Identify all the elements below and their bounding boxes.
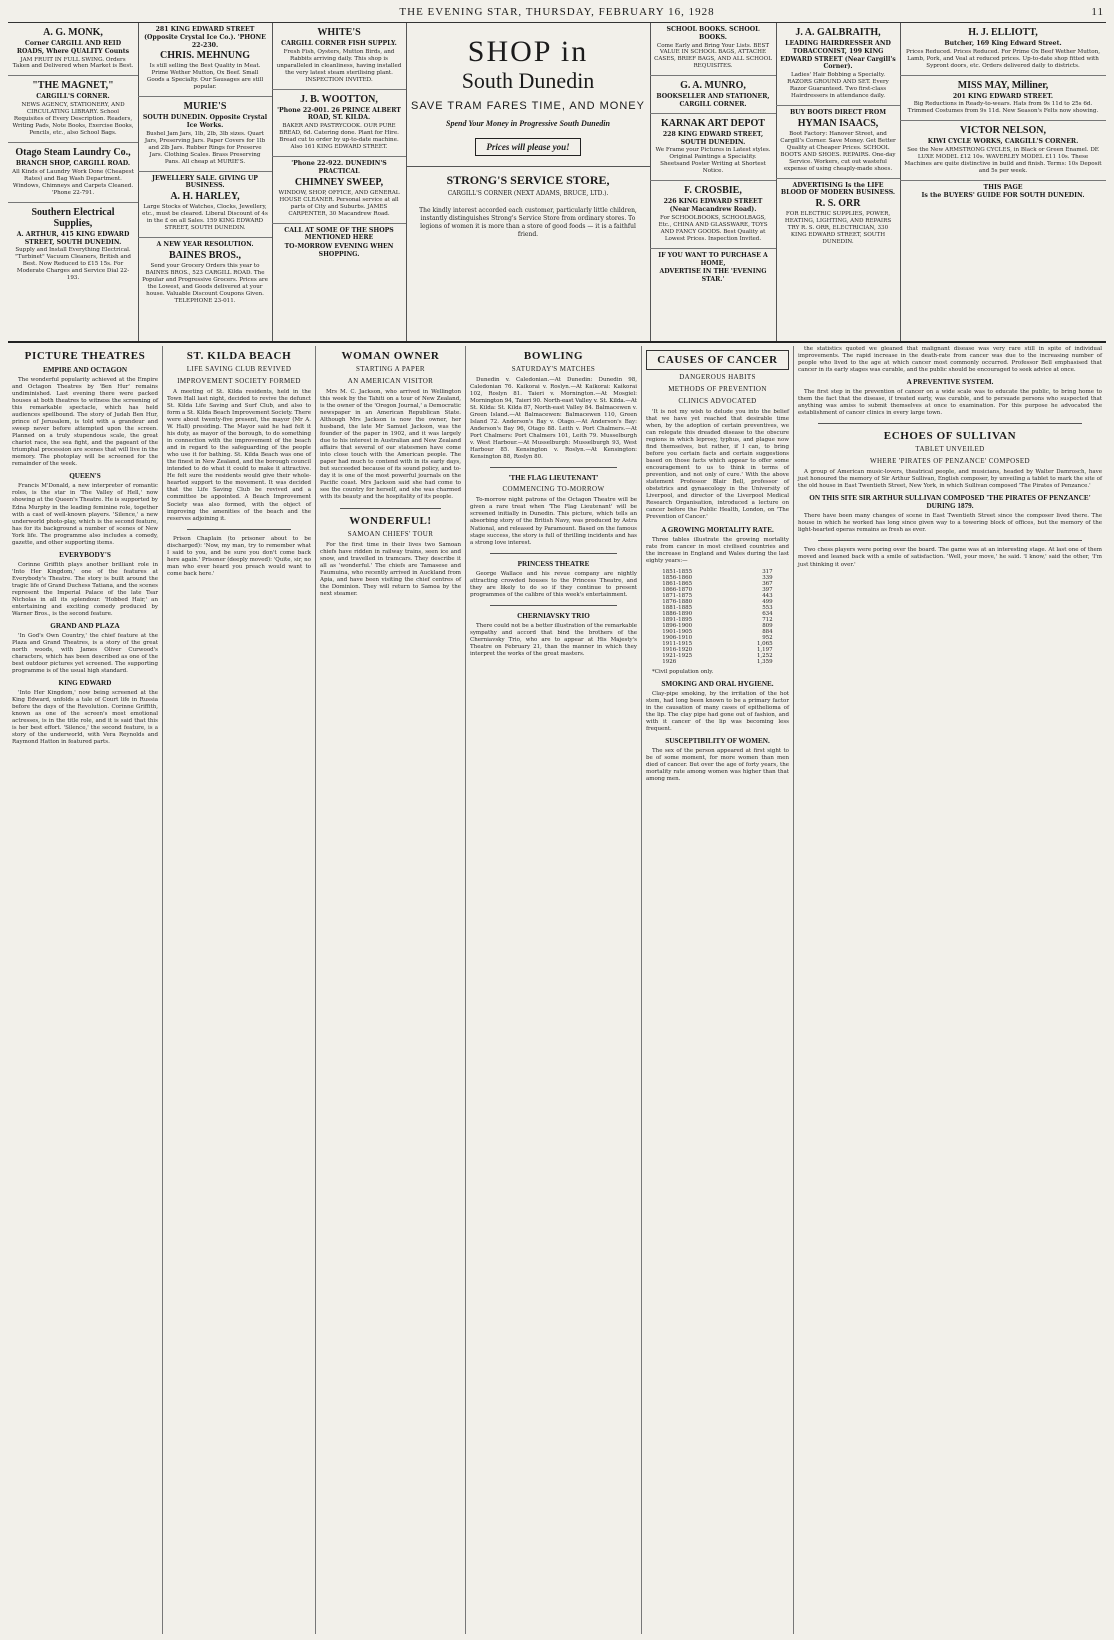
- subheadline-clinics: CLINICS ADVOCATED: [678, 397, 757, 405]
- strongs-subheading: CARGILL'S CORNER (NEXT ADAMS, BRUCE, LTD.).: [447, 190, 609, 198]
- mortality-table: [660, 569, 774, 665]
- article-text: Three tables illustrate the growing mortality rate from cancer in most civilised countries and the increase in England and Wales during the last eighty years:—: [646, 536, 789, 564]
- tablet-inscription: ON THIS SITE SIR ARTHUR SULLIVAN COMPOSED 'THE PIRATES OF PENZANCE' DURING 1879.: [809, 494, 1091, 511]
- headline-cherniavsky-trio: CHERNIAVSKY TRIO: [517, 611, 590, 620]
- banner-shop-in: SHOP in: [467, 35, 589, 68]
- article-text: Dunedin v. Caledonian.—At Dunedin: Dunedin 98, Caledonian 76. Kaikorai v. Roslyn.—At Kaikorai: Kaikorai 102, Roslyn 81. Taieri v. Mornington.—At Mosgiel: Mornington 94, Taieri 90. North-east Valley v. St. Kilda.—At St. Kilda: St. Kilda 87, North-east Valley 84. Balmacewen v. Green Island.—At Balmacewen: Balmacewen 110, Green Island 72. Anderson's Bay v. Otago.—At Anderson's Bay: Anderson's Bay 96, Otago 88. Leith v. Port Chalmers.—At Port Chalmers: Port Chalmers 101, Leith 79. Musselburgh v. West Harbour.—At Musselburgh: Musselburgh 93, West Harbour 85. Kensington v. Roslyn.—At Kensington: Kensington 88, Roslyn 80.: [470, 377, 637, 461]
- ad-magnet: [8, 76, 138, 143]
- ad-munro: [650, 76, 776, 114]
- ad-laundry: [8, 143, 138, 203]
- ad-this-page: [900, 181, 1106, 204]
- banner-place: South Dunedin: [461, 68, 595, 93]
- ad-column-2: [138, 23, 273, 341]
- mortality-rate: 809: [762, 622, 773, 629]
- mortality-rate: 499: [762, 598, 773, 605]
- ad-subheading: CARGILL CORNER FISH SUPPLY.: [281, 40, 397, 47]
- table-note: *Civil population only.: [652, 668, 714, 675]
- ad-subheading: 228 KING EDWARD STREET, SOUTH DUNEDIN.: [662, 130, 764, 146]
- mortality-period: 1911-1915: [662, 640, 693, 647]
- headline-echoes-sullivan: ECHOES OF SULLIVAN: [883, 430, 1017, 443]
- section-grand-plaza: GRAND AND PLAZA: [50, 621, 120, 630]
- mortality-rate: 397: [762, 586, 773, 593]
- article-text: The wonderful popularity achieved at the Empire and Octagon Theatres by 'Ben Hur' remains undiminished. Last evening there were packed houses at both theatres to witness the screening of this remarkable spectacle, which has held audiences spellbound. The story of Judah Ben Hur, prince of Jerusalem, is told with a grandeur and sweep never before attempted upon the screen. Planned on a truly stupendous scale, the great chariot race, the sea fight, and the pageant of the triumphal procession are scenes that will live in the memory. The photoplay will be screened for the remainder of the week.: [12, 377, 158, 468]
- headline-princess-theatre: PRINCESS THEATRE: [517, 559, 590, 568]
- mortality-rate: 884: [762, 628, 773, 635]
- ad-chimney-sweep: [272, 157, 406, 223]
- ad-heading: Otago Steam Laundry Co.,: [15, 147, 131, 159]
- ad-victor-nelson: [900, 121, 1106, 181]
- closing-text: Two chess players were poring over the board. The game was at an interesting stage. At last one of them moved and leaned back with a smile of satisfaction. 'Well, your move,' he said. 'I know,' said the other, 'I'm just thinking it over.': [798, 547, 1102, 568]
- mortality-period: 1901-1905: [662, 628, 693, 635]
- ad-heading: HYMAN ISAACS,: [797, 117, 879, 129]
- mortality-rate: 339: [762, 574, 773, 581]
- article-text: There could not be a better illustration of the remarkable sympathy and accord that bind the brothers of the Cherniavsky Trio, who are to appear at His Majesty's Theatre on February 21, than the manner in which they interpret the works of the great masters.: [470, 622, 637, 657]
- mortality-period: 1916-1920: [662, 646, 693, 653]
- ad-galbraith: [776, 23, 900, 106]
- ad-heading: H. J. ELLIOTT,: [968, 27, 1038, 38]
- subheadline-saturday-matches: SATURDAY'S MATCHES: [511, 365, 596, 373]
- ad-heading: "THE MAGNET,": [32, 80, 114, 92]
- ad-mehnung: [138, 23, 272, 97]
- ad-heading: R. S. ORR: [815, 198, 861, 210]
- ad-subheading: JEWELLERY SALE. GIVING UP BUSINESS.: [152, 174, 258, 190]
- subheadline-commencing: COMMENCING TO-MORROW: [502, 485, 605, 494]
- ad-column-5: [776, 23, 901, 341]
- ad-text: Come Early and Bring Your Lists. BEST VALUE IN SCHOOL BAGS, ATTACHE CASES, BRIEF BAGS, AND ALL SCHOOL REQUISITES.: [654, 42, 772, 70]
- subheadline-american-visitor: AN AMERICAN VISITOR: [347, 377, 434, 385]
- ad-text: Is still selling the Best Quality in Meat. Prime Wether Mutton, Ox Beef. Small Goods a Specialty. Our Sausages are still popular.: [146, 63, 264, 91]
- strongs-heading: STRONG'S SERVICE STORE,: [406, 166, 650, 188]
- ad-heading: A. G. MONK,: [43, 27, 103, 38]
- trailer-text: Prison Chaplain (to prisoner about to be discharged): 'Now, my man, try to remember what I said to you, and be sure you don't come back here again.' Prisoner (deeply moved): 'Quite, sir, no man who ever heard you preach would want to come back here.': [167, 535, 311, 577]
- ad-heading: J. B. WOOTTON,: [300, 93, 378, 105]
- article-text: 'In God's Own Country,' the chief feature at the Plaza and Grand Theatres, is a story of the great north woods, with James Oliver Curwood's characters, which has been described as one of the best outdoor pictures yet screened. The supporting programme is of the usual high standard.: [12, 632, 158, 675]
- column-continued-and-sullivan: [794, 346, 1106, 1634]
- mortality-period: 1921-1925: [662, 652, 693, 659]
- article-text: To-morrow night patrons of the Octagon Theatre will be given a rare treat when 'The Flag Lieutenant' will be screened initially in Dunedin. This picture, which tells an absorbing story of the British Navy, was produced by Astra National, and released by Paramount. Based on the famous stage success, the story is full of thrilling incidents and has a strong love interest.: [470, 497, 637, 546]
- article-text: Clay-pipe smoking, by the irritation of the hot stem, had long been known to be a primary factor in the causation of many cases of epithelioma of the lip. The clay pipe had gone out of fashion, and with it cancer of the lip was becoming less frequent.: [646, 690, 789, 732]
- subheadline-dangerous-habits: DANGEROUS HABITS: [679, 373, 756, 381]
- page-number: 11: [1091, 6, 1104, 18]
- subheadline-tablet-unveiled: TABLET UNVEILED: [915, 445, 985, 454]
- divider: [818, 540, 1082, 541]
- ad-heading: MURIE'S: [183, 101, 227, 113]
- ad-heading: BAINES BROS.,: [169, 249, 241, 261]
- mortality-period: 1906-1910: [662, 634, 693, 641]
- ad-muries: [138, 97, 272, 171]
- ad-miss-may: [900, 76, 1106, 122]
- ad-subheading: Butcher, 169 King Edward Street.: [944, 40, 1062, 47]
- ad-text: Bushel Jam Jars, 1lb, 2lb, 3lb sizes. Quart Jars, Preserving Jars. Paper Covers for 1lb and 2lb Jars. Rubber Rings for Preserve Jars. Clothing Scales. Brass Preserving Pans. All cheap at MURIE'S.: [144, 130, 266, 165]
- mortality-period: 1876-1880: [662, 598, 693, 605]
- subheadline-methods-prevention: METHODS OF PREVENTION: [668, 385, 767, 393]
- divider: [818, 423, 1082, 424]
- ad-elliott: [900, 23, 1106, 76]
- ad-subheading: Corner CARGILL AND REID ROADS, Where QUALITY Counts: [16, 40, 130, 55]
- headline-flag-lieutenant: 'THE FLAG LIEUTENANT': [508, 474, 599, 483]
- ad-school-books: [650, 23, 776, 76]
- section-king-edward: KING EDWARD: [58, 679, 112, 688]
- ad-subheading: LEADING HAIRDRESSER AND TOBACCONIST, 199 KING EDWARD STREET (Near Cargill's Corner).: [780, 40, 896, 71]
- subheadline-samoan-chiefs: SAMOAN CHIEFS' TOUR: [347, 529, 434, 538]
- ad-text: Ladies' Hair Bobbing a Specialty. RAZORS GROUND AND SET. Every Razor Guaranteed. Two first-class Hairdressers in attendance daily.: [787, 72, 889, 99]
- mortality-rate: 317: [762, 568, 773, 575]
- mortality-rate: 367: [762, 580, 773, 587]
- mortality-rate: 712: [762, 616, 773, 623]
- article-text: There have been many changes of scene in East Twentieth Street since the composer lived there. The house in which he worked has long since given way to a towering block of offices, but the memory of the light-hearted operas remains as fresh as ever.: [798, 513, 1102, 534]
- article-text: Corinne Griffith plays another brilliant role in 'Into Her Kingdom,' one of the features at Everybody's Theatre. The story is built around the tragic life of Grand Duchess Tatiana, and the scenes represent the Imperial Palace of the late Tsar Nicholas in all its splendour. 'Hobbed Hair,' an entertaining and exciting comedy produced by Warner Bros., is the second feature.: [12, 561, 158, 617]
- column-woman-owner: [316, 346, 466, 1634]
- ad-text: WINDOW, SHOP, OFFICE, AND GENERAL HOUSE CLEANER. Personal service at all parts of City and Suburbs. JAMES CARPENTER, 30 Macandrew Road.: [278, 189, 400, 217]
- mortality-period: 1896-1900: [662, 622, 693, 629]
- mortality-period: 1886-1890: [662, 610, 693, 617]
- article-text: A group of American music-lovers, theatrical people, and musicians, headed by Walter Damrosch, have just honoured the memory of Sir Arthur Sullivan, English composer, by unveiling a tablet to mark the site of the old house in East Twentieth Street, New York, in which Sullivan composed 'The Pirates of Penzance.': [798, 469, 1102, 490]
- ad-text: ADVERTISE IN THE 'EVENING STAR.': [659, 268, 767, 284]
- ad-text: Boot Factory: Hanover Street, and Cargill's Corner. Save Money. Get Better Quality at Cheaper Prices. SCHOOL BOOTS AND SHOES. REPAIRS. One-day Service. Workers, cut out wasteful expense of using cheaply-made shoes.: [780, 130, 896, 172]
- masthead-title: THE EVENING STAR, THURSDAY, FEBRUARY 16, 1928: [399, 6, 715, 18]
- divider: [490, 605, 617, 606]
- ad-text: Big Reductions in Ready-to-wears. Hats from 9s 11d to 25s 6d. Trimmed Costumes from 9s 11d. New Season's Felts now showing.: [907, 101, 1099, 115]
- ad-heading: KARNAK ART DEPOT: [661, 117, 765, 129]
- ad-heading: THIS PAGE: [983, 184, 1023, 192]
- headline-causes-of-cancer: CAUSES OF CANCER: [646, 350, 789, 370]
- mortality-row: [660, 659, 774, 665]
- ad-heading: F. CROSBIE,: [684, 185, 742, 197]
- ad-orr: [776, 179, 900, 251]
- ad-subheading: 201 KING EDWARD STREET.: [952, 92, 1054, 100]
- ad-heading: CHIMNEY SWEEP,: [294, 176, 384, 188]
- ad-subheading: BRANCH SHOP, CARGILL ROAD.: [15, 160, 131, 168]
- mortality-rate: 1,065: [756, 640, 773, 647]
- divider: [187, 529, 291, 530]
- subhead-mortality-rate: A GROWING MORTALITY RATE.: [661, 525, 774, 534]
- ad-text: For SCHOOLBOOKS, SCHOOLBAGS, Etc., CHINA AND GLASSWARE, TOYS AND FANCY GOODS. Best Quality at Lowest Prices. Inspection Invited.: [658, 214, 768, 242]
- ad-wootton: [272, 90, 406, 157]
- ad-subheading: CARGILL'S CORNER.: [36, 93, 110, 101]
- ad-subheading: 'Phone 22-922. DUNEDIN'S PRACTICAL: [291, 160, 387, 175]
- ad-heading: A. H. HARLEY,: [170, 191, 240, 203]
- mortality-rate: 443: [762, 592, 773, 599]
- divider: [490, 467, 617, 468]
- mortality-period: 1866-1870: [662, 586, 693, 593]
- banner-tagline: SAVE TRAM FARES TIME, AND MONEY: [411, 100, 645, 113]
- article-text: the statistics quoted we gleaned that malignant disease was very rare still in spite of individual improvements. The rapid increase in the death-rate from cancer was due to the increasing number of people who lived to the age at which cancer most commonly occurred. Professor Bell emphasised that cancer in its early stages was curable, and the public should be encouraged to seek advice at once.: [798, 346, 1102, 374]
- ad-call-at-shops: [272, 224, 406, 264]
- article-text: For the first time in their lives two Samoan chiefs have ridden in railway trains, seen ice and snow, and travelled in tramcars. They describe it all as 'wonderful.' The chiefs are Tamasese and Faumuina, who recently arrived in Auckland from Apia, and have been visiting the chief centres of the Dominion. They will return to Samoa by the next steamer.: [320, 541, 461, 597]
- ad-karnak: [650, 114, 776, 181]
- mortality-rate: 634: [762, 610, 773, 617]
- ad-heading: IF YOU WANT TO PURCHASE A HOME,: [658, 251, 768, 267]
- ad-monk: [8, 23, 138, 76]
- mortality-period: 1856-1860: [662, 574, 693, 581]
- headline-wonderful: WONDERFUL!: [349, 514, 432, 527]
- ad-heading: WHITE'S: [317, 27, 361, 38]
- ad-text: Supply and Install Everything Electrical. "Turbinet" Vacuum Cleaners, British and Best. Now Reduced to £15 15s. For Moderate Charges and Service Dial 22-193.: [15, 247, 131, 282]
- ad-subheading: A NEW YEAR RESOLUTION.: [156, 241, 254, 249]
- ad-subheading: A. ARTHUR, 415 KING EDWARD STREET, SOUTH DUNEDIN.: [16, 230, 130, 246]
- ad-subheading: KIWI CYCLE WORKS, CARGILL'S CORNER.: [927, 138, 1079, 146]
- ad-text: Send your Grocery Orders this year to BAINES BROS., 523 CARGILL ROAD. The Popular and Progressive Grocers. Prices are the Lowest, and Goods delivered at your house. Valuable Discount Coupons Given. TELEPHONE 23-011.: [142, 262, 268, 304]
- ad-baines: [138, 238, 272, 310]
- ad-text: Fresh Fish, Oysters, Mutton Birds, and Rabbits arriving daily. This shop is unparalleled in cleanliness, having installed the very latest steam sterilising plant. INSPECTION INVITED.: [276, 48, 402, 83]
- ad-text: JAM FRUIT IN FULL SWING. Orders Taken and Delivered when Market is Best.: [12, 56, 134, 70]
- ad-purchase-home: [650, 249, 776, 289]
- ad-column-6: [900, 23, 1106, 341]
- ad-subheading: MENTIONED HERE: [304, 234, 374, 242]
- ad-subheading: ADVERTISING Is the LIFE BLOOD OF MODERN BUSINESS.: [780, 181, 896, 197]
- ad-subheading: 226 KING EDWARD STREET (Near Macandrew Road).: [663, 198, 763, 214]
- divider: [490, 553, 617, 554]
- section-queens: QUEEN'S: [69, 472, 101, 481]
- subhead-women: SUSCEPTIBILITY OF WOMEN.: [665, 736, 770, 745]
- ad-subheading: SOUTH DUNEDIN. Opposite Crystal Ice Works.: [142, 114, 268, 129]
- headline-picture-theatres: PICTURE THEATRES: [24, 350, 146, 362]
- subhead-smoking: SMOKING AND ORAL HYGIENE.: [661, 679, 774, 688]
- ad-heading: VICTOR NELSON,: [960, 125, 1046, 137]
- masthead: [8, 6, 1106, 20]
- strongs-text: The kindly interest accorded each customer, particularly little children, instantly distinguishes Strong's Service Store from ordinary stores. To legions of women it is more than a store of good foods — it is a faithful friend.: [419, 207, 637, 238]
- ad-heading: CALL AT SOME OF THE SHOPS: [284, 226, 394, 234]
- headline-bowling: BOWLING: [523, 350, 584, 362]
- mortality-rate: 1,359: [756, 658, 773, 665]
- mortality-period: 1926: [662, 658, 677, 665]
- ad-text: Prices Reduced. Prices Reduced. For Prime Ox Beef Wether Mutton, Lamb, Pork, and Veal at reduced prices. Up-to-date shop fitted with Sypront doors, etc. Orders delivered daily to districts.: [905, 48, 1101, 69]
- mortality-rate: 952: [762, 634, 773, 641]
- ad-whites: [272, 23, 406, 90]
- ad-text: NEWS AGENCY, STATIONERY, AND CIRCULATING LIBRARY. School Requisites of Every Description. Readers, Writing Pads, Note Books, Exercise Books, Pencils, etc., also School Bags.: [12, 102, 134, 137]
- ad-heading: CHRIS. MEHNUNG: [159, 50, 250, 62]
- ad-text: We Frame your Pictures in Latest styles. Original Paintings a Speciality. Sheetsand Poster Writing at Shortest Notice.: [655, 147, 771, 175]
- mortality-period: 1861-1865: [662, 580, 693, 587]
- ad-crosbie: [650, 181, 776, 248]
- section-empire: EMPIRE AND OCTAGON: [42, 366, 128, 374]
- headline-woman-owner: WOMAN OWNER: [341, 350, 440, 362]
- column-causes-of-cancer: [642, 346, 794, 1634]
- banner-spend: Spend Your Money in Progressive South Dunedin: [446, 119, 610, 129]
- mortality-period: 1871-1875: [662, 592, 693, 599]
- ad-electrical: [8, 203, 138, 287]
- ad-heading: MISS MAY, Milliner,: [957, 79, 1049, 91]
- article-text: The sex of the person appeared at first sight to be of some moment, for more women than men died of cancer. But over the age of forty years, the mortality rate among women was higher than that among men.: [646, 747, 789, 782]
- ad-subheading: BUY BOOTS DIRECT FROM: [789, 108, 887, 116]
- banner-prices-box: Prices will please you!: [475, 138, 580, 156]
- ad-text: BAKER AND PASTRYCOOK. OUR PURE BREAD, 6d. Catering done. Plant for Hire. Bread cut to order by up-to-date machine. Also 161 KING EDWARD STREET.: [279, 123, 399, 151]
- shop-south-dunedin-banner: [406, 23, 651, 341]
- column-picture-theatres: [8, 346, 163, 1634]
- ad-hyman-isaacs: [776, 106, 900, 179]
- divider: [340, 508, 441, 509]
- article-text: Francis M'Donald, a new interpreter of romantic roles, is the star in 'The Valley of Hell,' now showing at the Queen's Theatre. He is supported by Edna Murphy in the leading feminine role, together with a cast of well-known players. 'Silence,' a new underworld photo-play, which is the second feature, has for its background a number of scenes of New York life. The programme also includes a comedy, gazette, and other supporting items.: [12, 483, 158, 546]
- ad-harley: [138, 172, 272, 238]
- article-text: 'Into Her Kingdom,' now being screened at the King Edward, unfolds a tale of Court life in Russia before the days of the Revolution. Corinne Griffith, known as one of the screen's most emotional actresses, is in the title role, and it is said that this is her best effort. 'Silence,' the second feature, is a story of the underworld, with Vera Reynolds and Raymond Hatton in featured parts.: [12, 690, 158, 746]
- subheadline-pirates: WHERE 'PIRATES OF PENZANCE' COMPOSED: [869, 457, 1031, 466]
- ad-column-1: [8, 23, 139, 341]
- ad-text: Large Stocks of Watches, Clocks, Jewellery, etc., must be cleared. Liberal Discount of 4s in the £ on all Sales. 159 KING EDWARD STREET, SOUTH DUNEDIN.: [142, 204, 268, 232]
- advertisement-section: [8, 22, 1106, 343]
- article-text: A meeting of St. Kilda residents, held in the Town Hall last night, decided to revive the defunct St. Kilda Life Saving and Surf Club, and also to form a St. Kilda Beach Improvement Society. There were about twenty-five present, the mayor (Mr A. W. Hall) presiding. The Mayor said he had felt it his duty, as mayor of the borough, to do something in connection with the improvement of the beach and in regard to the safeguarding of the people who use it for bathing. St. Kilda Beach was one of the finest in New Zealand, and the borough council intended to do what it could to make it attractive. He felt sure the residents would give their whole-hearted support to the movement. It was decided that the Life Saving Club be revived and a committee be appointed. A Beach Improvement Society was also formed, with the object of improving the amenities of the beach and the reserves adjoining it.: [167, 389, 311, 522]
- ad-heading: G. A. MUNRO,: [680, 80, 746, 92]
- ad-subheading: SCHOOL BOOKS. SCHOOL BOOKS.: [666, 26, 760, 41]
- mortality-period: 1851-1855: [662, 568, 693, 575]
- subheadline-improvement: IMPROVEMENT SOCIETY FORMED: [177, 377, 301, 385]
- column-st-kilda: [163, 346, 316, 1634]
- subhead-preventive-system: A PREVENTIVE SYSTEM.: [906, 378, 994, 387]
- headline-st-kilda: ST. KILDA BEACH: [186, 350, 292, 362]
- ad-subheading: BOOKSELLER AND STATIONER, CARGILL CORNER.: [656, 93, 770, 109]
- article-section: [8, 346, 1106, 1634]
- ad-subheading: 'Phone 22-001. 26 PRINCE ALBERT ROAD, ST. KILDA.: [277, 106, 401, 122]
- ad-text: TO-MORROW EVENING WHEN SHOPPING.: [284, 243, 394, 258]
- article-text: Mrs M. C. Jackson, who arrived in Wellington this week by the Tahiti on a tour of New Zealand, is the owner of the 'Oregon Journal,' a Democratic newspaper in an American Republican State. Although Mrs Jackson is now the owner, her husband, the late Mr Samuel Jackson, was the founder of the paper in 1902, and it was largely due to his interest in Australian and New Zealand affairs that several of our statesmen have come into close touch with the American people. The paper had much to contend with in its early days, but succeeded because of its sound policy, and to-day it is one of the most powerful journals on the Pacific coast. Mrs Jackson said she had come to see the country for herself, and she was charmed with its beauty and the hospitality of its people.: [320, 389, 461, 501]
- column-bowling: [466, 346, 642, 1634]
- ad-subheading: Is the BUYERS' GUIDE FOR SOUTH DUNEDIN.: [921, 191, 1085, 199]
- subheadline-life-saving: LIFE SAVING CLUB REVIVED: [186, 365, 292, 373]
- ad-text: FOR ELECTRIC SUPPLIES, POWER, HEATING, LIGHTING, AND REPAIRS TRY R. S. ORR, ELECTRICIAN, 330 KING EDWARD STREET, SOUTH DUNEDIN.: [784, 211, 892, 246]
- mortality-rate: 1,197: [756, 646, 773, 653]
- mortality-rate: 1,252: [756, 652, 773, 659]
- section-everybodys: EVERYBODY'S: [59, 550, 111, 559]
- ad-heading: J. A. GALBRAITH,: [795, 27, 881, 38]
- ad-subheading: 281 KING EDWARD STREET (Opposite Crystal Ice Co.). 'PHONE 22-230.: [144, 26, 266, 49]
- article-text: The first step in the prevention of cancer on a wide scale was to educate the public, to bring home to them the fact that the disease, if treated early, was curable, and to persuade persons who suspected that anything was amiss to submit themselves at once to examination. For this purpose he advocated the establishment of cancer clinics in every large town.: [798, 389, 1102, 417]
- article-text: George Wallace and his revue company are nightly attracting crowded houses to the Princess Theatre, and they are likely to do so if they continue to present programmes of the calibre of this week's entertainment.: [470, 570, 637, 598]
- mortality-period: 1881-1885: [662, 604, 693, 611]
- ad-column-3: [272, 23, 407, 341]
- ad-text: See the New ARMSTRONG CYCLES, in Black or Green Enamel. DE LUXE MODEL £12 10s. WAVERLEY MODEL £11 10s. These Machines are quite distinctive in build and finish. Terms: 10s Deposit and 5s per week.: [904, 147, 1102, 175]
- article-text: 'It is not my wish to delude you into the belief that we have yet reached that desirable time when, by the adoption of certain preventives, we can relegate this dreaded disease to the obscure regions in which leprosy, typhus, and plague now find themselves, but rather, if I can, to bring before you certain facts and certain suggestions based on those facts which appear to offer some encouragement to us to think in terms of prevention, and not only of cure.' With the above statement Professor Blair Bell, professor of obstetrics and gynaecology in the University of Liverpool, and director of the Liverpool Medical Research Organisation, introduced a lecture on cancer before the Public Health, London, on 'The Prevention of Cancer.': [646, 409, 789, 521]
- mortality-rate: 553: [762, 604, 773, 611]
- subheadline-starting-paper: STARTING A PAPER: [356, 365, 425, 373]
- ad-text: All Kinds of Laundry Work Done (Cheapest Rates) and Bag Wash Department. Windows, Chimneys and Carpets Cleaned. 'Phone 22-791.: [12, 168, 134, 196]
- ad-column-4: [650, 23, 777, 341]
- mortality-period: 1891-1895: [662, 616, 693, 623]
- ad-heading: Southern Electrical Supplies,: [31, 206, 115, 229]
